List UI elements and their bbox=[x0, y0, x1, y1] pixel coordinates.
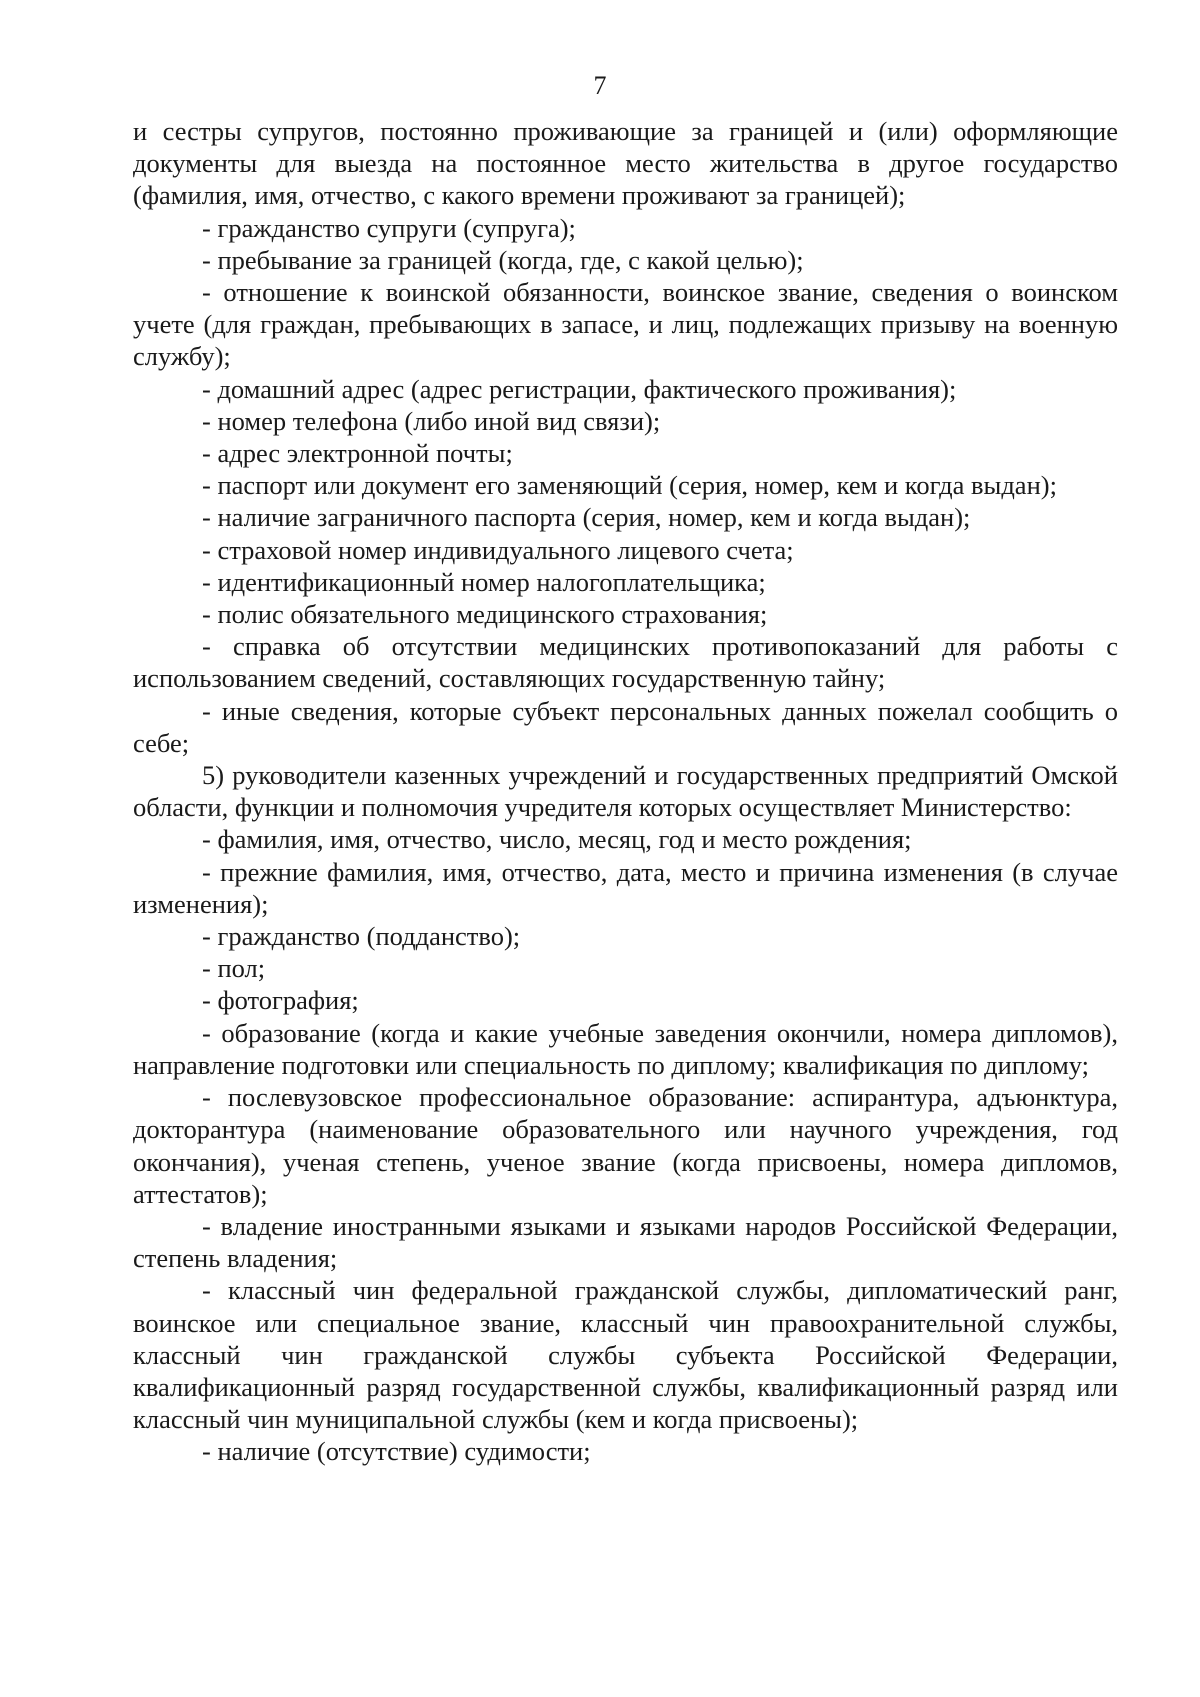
list-item: - образование (когда и какие учебные заведения окончили, номера дипломов), направление подготовки или специальность по диплому; квалификация по диплому; bbox=[133, 1017, 1118, 1080]
list-item: - иные сведения, которые субъект персональных данных пожелал сообщить о себе; bbox=[133, 695, 1118, 758]
list-item: - идентификационный номер налогоплательщика; bbox=[202, 566, 766, 597]
list-item: - паспорт или документ его заменяющий (серия, номер, кем и когда выдан); bbox=[202, 470, 1057, 501]
list-item: - фотография; bbox=[202, 985, 359, 1016]
list-item: - адрес электронной почты; bbox=[202, 438, 513, 469]
list-item: - отношение к воинской обязанности, воинское звание, сведения о воинском учете (для граждан, пребывающих в запасе, и лиц, подлежащих призыву на военную службу); bbox=[133, 277, 1118, 372]
paragraph: 5) руководители казенных учреждений и государственных предприятий Омской области, функции и полномочия учредителя которых осуществляет Министерство: bbox=[133, 760, 1118, 823]
list-item: - домашний адрес (адрес регистрации, фактического проживания); bbox=[202, 373, 957, 404]
list-item: - прежние фамилия, имя, отчество, дата, место и причина изменения (в случае изменения); bbox=[133, 856, 1118, 919]
paragraph: и сестры супругов, постоянно проживающие за границей и (или) оформляющие документы для выезда на постоянное место жительства в другое государство (фамилия, имя, отчество, с какого времени проживают за границей); bbox=[133, 116, 1118, 211]
list-item: - справка об отсутствии медицинских противопоказаний для работы с использованием сведений, составляющих государственную тайну; bbox=[133, 631, 1118, 694]
list-item: - полис обязательного медицинского страхования; bbox=[202, 599, 768, 630]
list-item: - пол; bbox=[202, 953, 266, 984]
list-item: - послевузовское профессиональное образование: аспирантура, адъюнктура, докторантура (наименование образовательного или научного учреждения, год окончания), ученая степень, ученое звание (когда присвоены, номера дипломов, аттестатов); bbox=[133, 1082, 1118, 1209]
page-number: 7 bbox=[593, 71, 607, 100]
list-item: - страховой номер индивидуального лицевого счета; bbox=[202, 534, 794, 565]
list-item: - номер телефона (либо иной вид связи); bbox=[202, 405, 661, 436]
list-item: - классный чин федеральной гражданской службы, дипломатический ранг, воинское или специальное звание, классный чин правоохранительной службы, классный чин гражданской службы субъекта Российской Федерации, квалификационный разряд государственной службы, квалификационный разряд или классный чин муниципальной службы (кем и когда присвоены); bbox=[133, 1275, 1118, 1435]
list-item: - гражданство (подданство); bbox=[202, 921, 521, 952]
list-item: - наличие заграничного паспорта (серия, номер, кем и когда выдан); bbox=[202, 502, 971, 533]
list-item: - наличие (отсутствие) судимости; bbox=[202, 1436, 591, 1467]
list-item: - пребывание за границей (когда, где, с какой целью); bbox=[202, 244, 804, 275]
document-body bbox=[133, 115, 1118, 1468]
list-item: - фамилия, имя, отчество, число, месяц, год и место рождения; bbox=[202, 824, 912, 855]
list-item: - владение иностранными языками и языками народов Российской Федерации, степень владения; bbox=[133, 1210, 1118, 1274]
list-item: - гражданство супруги (супруга); bbox=[202, 212, 576, 243]
